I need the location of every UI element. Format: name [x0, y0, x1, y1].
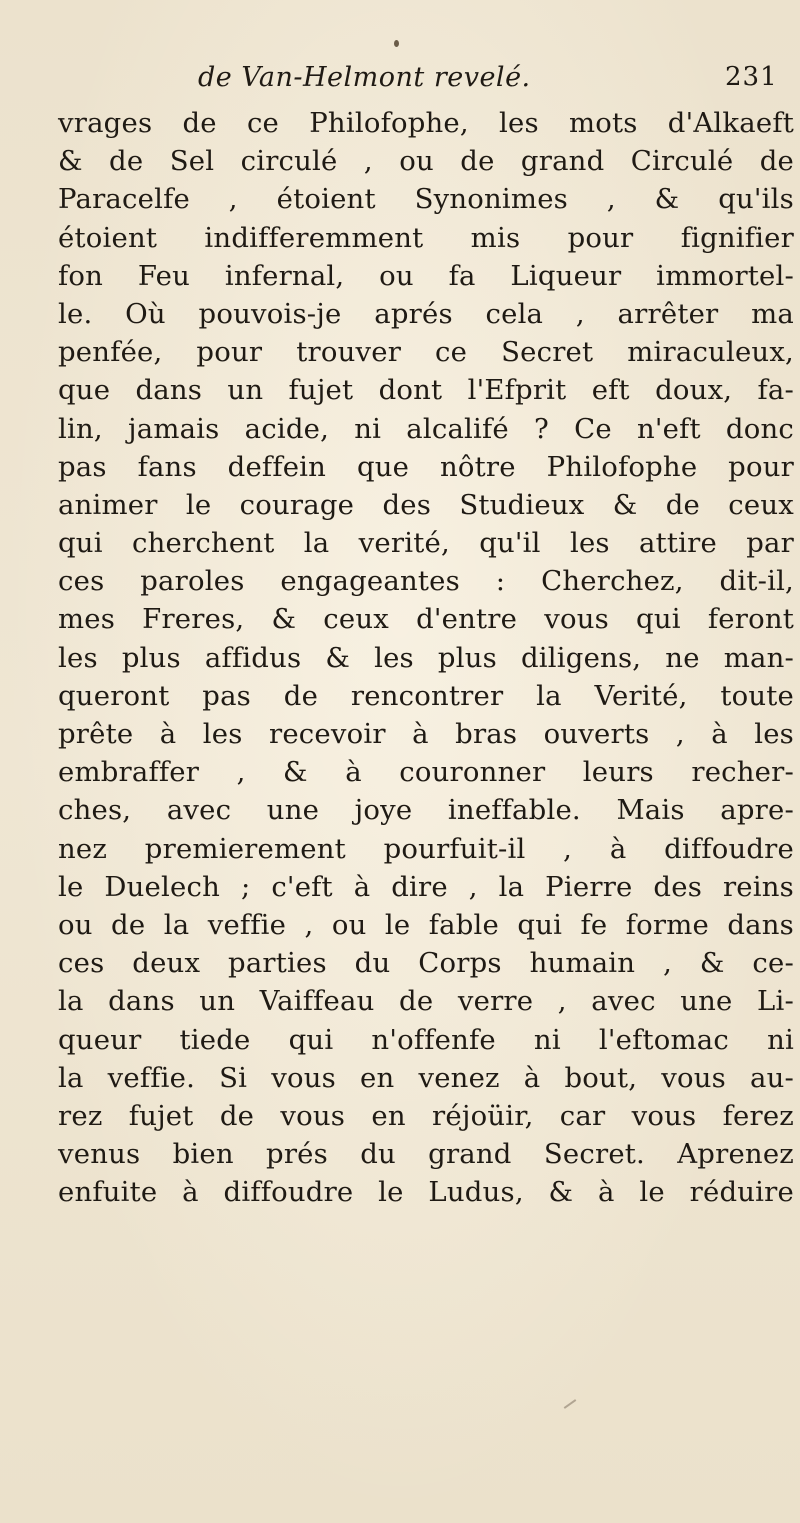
paper-blemish: [564, 1399, 577, 1409]
page-number: 231: [725, 62, 778, 92]
text-line: vrages de ce Philofophe, les mots d'Alkaeft: [58, 107, 794, 139]
text-line: les plus affidus & les plus diligens, ne man-: [58, 641, 794, 674]
text-line: fon Feu infernal, ou fa Liqueur immortel-: [58, 259, 794, 292]
text-line: ou de la veffie , ou le fable qui fe forme dans: [58, 908, 794, 941]
text-line: qui cherchent la verité, qu'il les attire par: [58, 527, 794, 560]
text-line: prête à les recevoir à bras ouverts , à les: [58, 718, 794, 750]
text-line: ches, avec une joye ineffable. Mais apre-: [58, 794, 794, 827]
text-line: penfée, pour trouver ce Secret miraculeux,: [58, 336, 794, 369]
text-line: le. Où pouvois-je aprés cela , arrêter ma: [58, 297, 794, 330]
text-line: animer le courage des Studieux & de ceux: [58, 488, 794, 521]
text-line: embraffer , & à couronner leurs recher-: [58, 756, 794, 789]
text-line: lin, jamais acide, ni alcalifé ? Ce n'eft donc: [58, 412, 794, 445]
text-line: la veffie. Si vous en venez à bout, vous au-: [58, 1061, 794, 1094]
text-line: mes Freres, & ceux d'entre vous qui feront: [58, 603, 794, 636]
text-line: étoient indifferemment mis pour fignifier: [58, 221, 794, 254]
text-line: la dans un Vaiffeau de verre , avec une Li-: [58, 985, 794, 1018]
running-title: de Van-Helmont revelé.: [198, 62, 531, 93]
text-line: le Duelech ; c'eft à dire , la Pierre des reins: [58, 870, 794, 903]
text-line: pas fans deffein que nôtre Philofophe pour: [58, 450, 794, 483]
text-line: enfuite à diffoudre le Ludus, & à le réduire: [58, 1176, 794, 1209]
printers-mark-icon: [394, 40, 399, 47]
text-line: venus bien prés du grand Secret. Aprenez: [58, 1138, 794, 1171]
text-line: que dans un fujet dont l'Efprit eft doux, fa-: [58, 374, 794, 407]
text-line: queront pas de rencontrer la Verité, toute: [58, 679, 794, 712]
text-line: & de Sel circulé , ou de grand Circulé de: [58, 145, 794, 178]
text-line: nez premierement pourfuit-il , à diffoudre: [58, 832, 794, 865]
page-header: [0, 62, 800, 106]
text-line: Paracelfe , étoient Synonimes , & qu'ils: [58, 183, 794, 216]
text-line: ces deux parties du Corps humain , & ce-: [58, 947, 794, 980]
text-line: queur tiede qui n'offenfe ni l'eftomac ni: [58, 1023, 794, 1056]
text-line: ces paroles engageantes : Cherchez, dit-il,: [58, 565, 794, 598]
body-text: [58, 104, 794, 1211]
text-line: rez fujet de vous en réjoüir, car vous ferez: [58, 1099, 794, 1132]
